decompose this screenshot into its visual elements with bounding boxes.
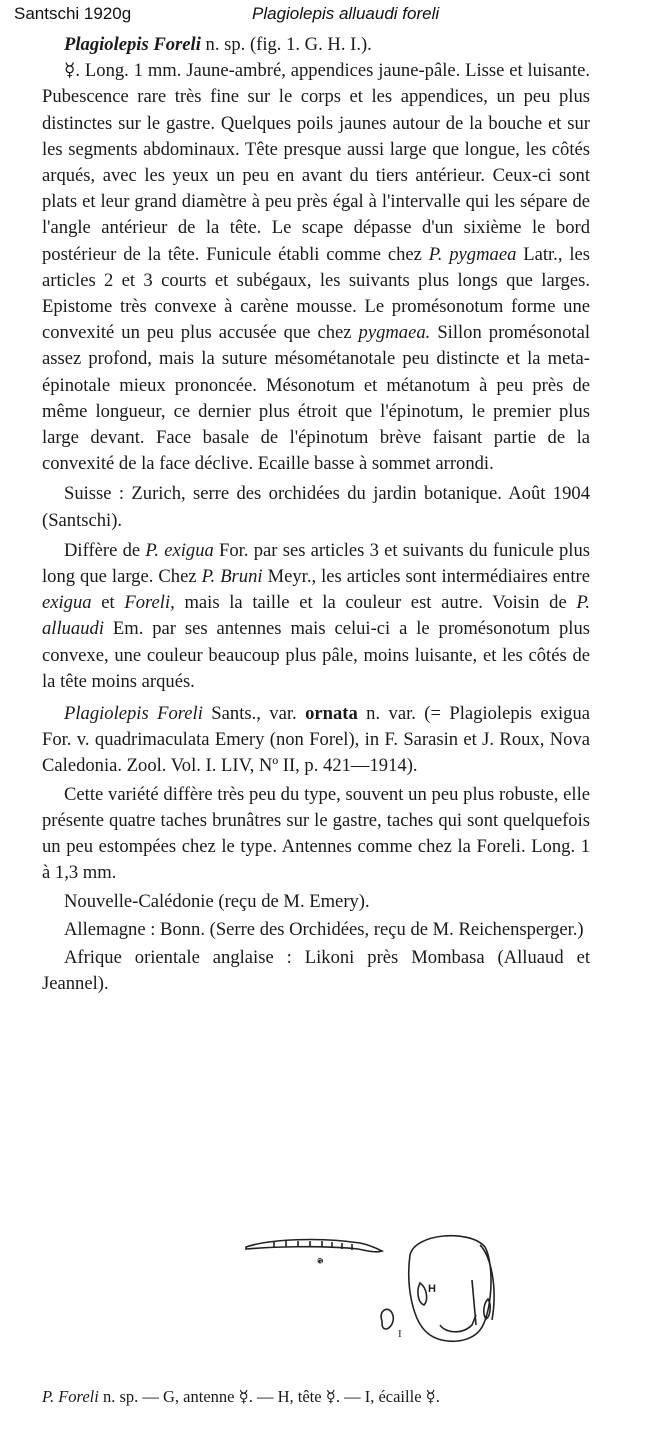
figure-caption: [42, 1386, 602, 1408]
cmp-taxon-1: P. exigua: [145, 539, 214, 561]
scale-drawing: [381, 1309, 393, 1329]
paragraph-locality-germany: Allemagne : Bonn. (Serre des Orchidées, reçu de M. Reichensperger.): [64, 918, 584, 940]
desc-text-3: Sillon promésonotal assez profond, mais la suture mésométanotale peu distincte et la meta-épinotale mieux prononcée. Mésonotum et métanotum à peu près de même longueur, ce dernier plus étroit que l'épinotum, le premier plus large devant. Face basale de l'épinotum brève faisant partie de la convexité de la face déclive. Ecaille basse à sommet arrondi.: [42, 322, 590, 475]
caption-text: n. sp. — G, antenne ☿. — H, tête ☿. — I, écaille ☿.: [98, 1387, 440, 1406]
cmp-text-d: et: [91, 592, 125, 614]
var-name: ornata: [305, 703, 358, 725]
cmp-taxon-3: exigua: [42, 592, 92, 614]
taxon-label: Plagiolepis alluaudi foreli: [252, 4, 440, 23]
paragraph-description: [42, 58, 590, 477]
desc-taxon-1: P. pygmaea: [428, 243, 517, 265]
cmp-text-a: Diffère de: [64, 539, 146, 561]
label-h: H: [428, 1283, 436, 1295]
cmp-taxon-4: Foreli,: [124, 592, 175, 614]
antenna-drawing: [246, 1240, 382, 1252]
desc-taxon-2: pygmaea.: [358, 322, 431, 344]
paragraph-locality-africa: Afrique orientale anglaise : Likoni près Mombasa (Alluaud et Jeannel).: [42, 946, 590, 995]
paragraph-comparison: [42, 538, 590, 695]
cmp-text-e: mais la taille et la couleur est autre. Voisin de: [174, 592, 577, 614]
paragraph-locality: Suisse : Zurich, serre des orchidées du jardin botanique. Août 1904 (Santschi).: [42, 483, 590, 531]
var-text-c: n. var. (= Plagiolepis exigua For. v. quadrimaculata Emery (non Forel), in F. Sarasin et J. Roux, Nova Caledonia. Zool. Vol. I. LIV, Nº II, p. 421—1914).: [42, 703, 590, 777]
species-title: [42, 32, 590, 58]
cmp-taxon-2: P. Bruni: [201, 566, 263, 588]
var-taxon: Plagiolepis Foreli: [64, 703, 203, 725]
label-i: I: [398, 1328, 402, 1340]
var-text-a: Sants., var.: [202, 703, 306, 725]
desc-text-2: Latr., les articles 2 et 3 courts et subégaux, les suivants plus longs que larges. Epistome très convexe à carène mousse. Le promésonotum forme une convexité un peu plus accusée que chez: [42, 243, 590, 344]
cmp-text-b: For. par ses articles 3 et suivants du funicule plus long que large. Chez: [42, 539, 590, 588]
figure-drawings: [240, 1225, 510, 1375]
title-rest: n. sp. (fig. 1. G. H. I.).: [200, 34, 372, 55]
paragraph-variety-desc: Cette variété diffère très peu du type, souvent un peu plus robuste, elle présente quatre taches brunâtres sur le gastre, taches qui sont quelquefois un peu estompées chez le type. Antennes comme chez la Foreli. Long. 1 à 1,3 mm.: [42, 783, 590, 884]
label-g: G: [317, 1259, 323, 1266]
head-drawing: [409, 1236, 494, 1342]
cmp-text-c: Meyr., les articles sont intermédiaires entre: [262, 566, 590, 588]
page-header: [12, 4, 659, 26]
description-block: [42, 32, 590, 997]
caption-taxon: P. Foreli: [42, 1387, 99, 1406]
citation-label: Santschi 1920g: [14, 4, 132, 23]
paragraph-locality-caledonia: Nouvelle-Calédonie (reçu de M. Emery).: [64, 890, 370, 912]
title-genus: Plagiolepis Foreli: [64, 34, 201, 55]
desc-text-1: ☿. Long. 1 mm. Jaune-ambré, appendices jaune-pâle. Lisse et luisante. Pubescence rare très fine sur le corps et les appendices, un peu plus distinctes sur le gastre. Quelques poils jaunes autour de la bouche et sur les segments abdominaux. Tête presque aussi large que longue, les côtés arqués, avec les yeux un peu en avant du tiers antérieur. Ceux-ci sont plats et leur grand diamètre à peu près égal à l'intervalle qui les sépare de l'angle antérieur de la tête. Le scape dépasse d'un sixième le bord postérieur de la tête. Funicule établi comme chez: [42, 60, 590, 265]
cmp-text-f: Em. par ses antennes mais celui-ci a le promésonotum plus convexe, une couleur beaucoup plus pâle, moins luisante, et les côtés de la tête moins arqués.: [42, 618, 590, 692]
cmp-taxon-5: P. alluaudi: [42, 592, 590, 640]
paragraph-variety: [42, 701, 590, 780]
